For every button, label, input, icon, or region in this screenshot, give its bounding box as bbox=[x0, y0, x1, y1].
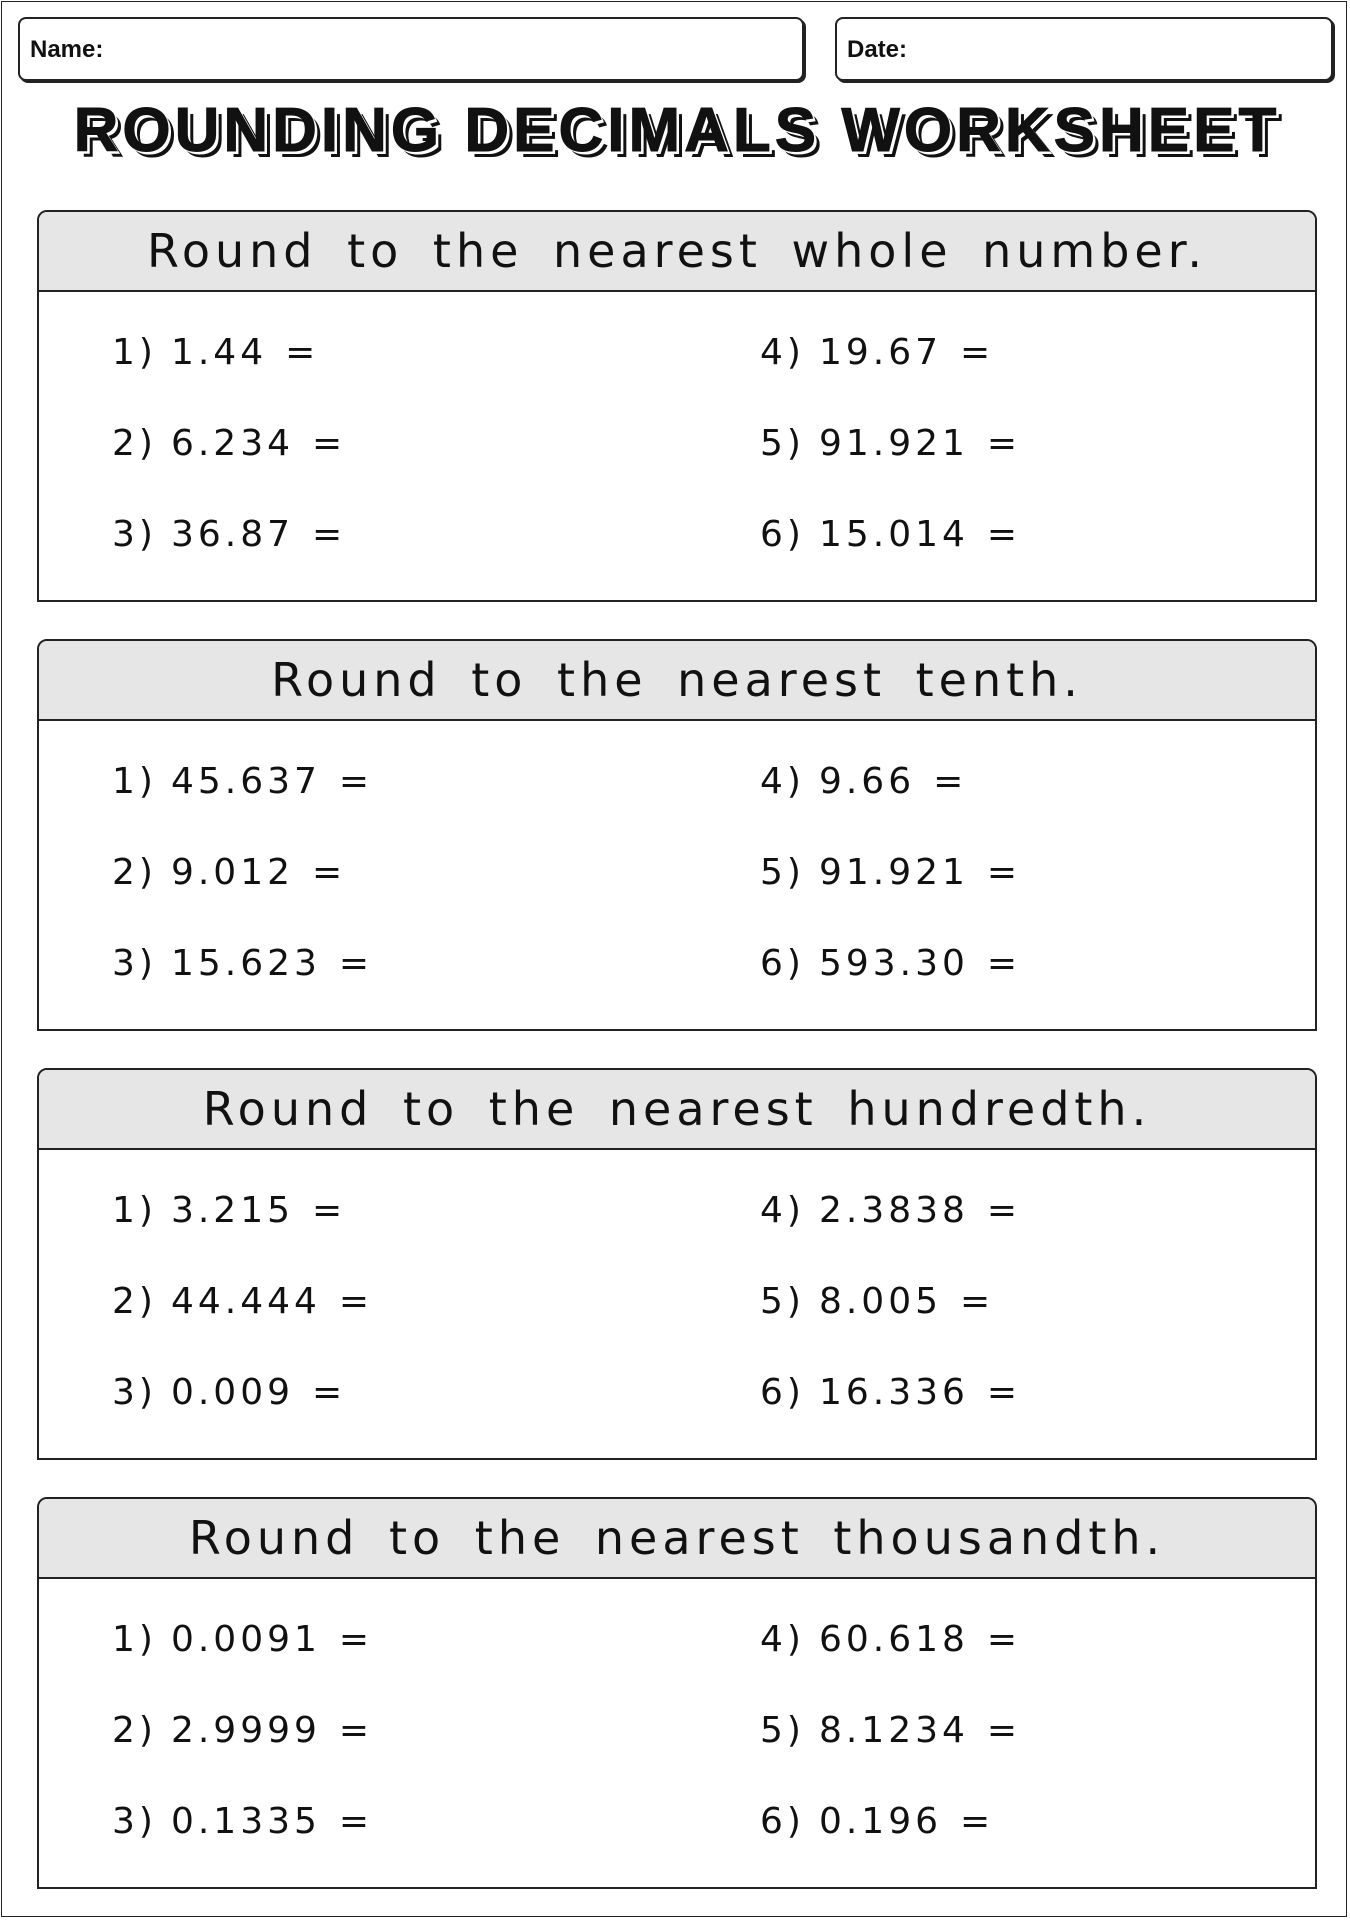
equals-sign: = bbox=[338, 943, 374, 984]
problem-grid bbox=[39, 721, 1315, 1033]
equals-sign: = bbox=[338, 1619, 374, 1660]
equals-sign: = bbox=[986, 943, 1022, 984]
name-label: Name: bbox=[30, 36, 104, 63]
problem-number: 4) bbox=[760, 332, 805, 373]
problem-value: 60.618 bbox=[818, 1619, 969, 1660]
problem-value: 2.9999 bbox=[170, 1710, 321, 1751]
problem-value: 19.67 bbox=[818, 332, 943, 373]
problem-value: 2.3838 bbox=[818, 1190, 969, 1231]
equals-sign: = bbox=[312, 1190, 347, 1231]
problem-item bbox=[112, 1190, 346, 1231]
problem-number: 4) bbox=[760, 761, 805, 802]
equals-sign: = bbox=[986, 1619, 1022, 1660]
equals-sign: = bbox=[986, 852, 1022, 893]
problem-item bbox=[112, 1372, 346, 1413]
problem-item bbox=[112, 1281, 373, 1322]
problem-value: 16.336 bbox=[818, 1372, 969, 1413]
problem-value: 0.1335 bbox=[170, 1801, 321, 1842]
problem-value: 3.215 bbox=[170, 1190, 295, 1231]
equals-sign: = bbox=[986, 514, 1022, 555]
problem-number: 6) bbox=[760, 943, 805, 984]
problem-number: 3) bbox=[112, 514, 157, 555]
problem-number: 1) bbox=[112, 332, 157, 373]
problem-item bbox=[760, 1619, 1021, 1660]
problem-item bbox=[112, 423, 346, 464]
problem-item bbox=[760, 852, 1021, 893]
equals-sign: = bbox=[986, 423, 1022, 464]
problem-number: 3) bbox=[112, 943, 157, 984]
problem-number: 1) bbox=[112, 1619, 157, 1660]
equals-sign: = bbox=[986, 1710, 1022, 1751]
problem-item bbox=[760, 761, 967, 802]
problem-value: 0.009 bbox=[170, 1372, 295, 1413]
problem-item bbox=[112, 943, 373, 984]
problem-item bbox=[760, 1801, 994, 1842]
problem-number: 3) bbox=[112, 1372, 157, 1413]
problem-item bbox=[112, 1801, 373, 1842]
problem-item bbox=[760, 943, 1021, 984]
equals-sign: = bbox=[960, 1281, 995, 1322]
equals-sign: = bbox=[338, 761, 374, 802]
section-hundredth bbox=[37, 1068, 1317, 1460]
problem-value: 9.66 bbox=[818, 761, 916, 802]
problem-value: 1.44 bbox=[170, 332, 268, 373]
equals-sign: = bbox=[338, 1281, 374, 1322]
problem-value: 6.234 bbox=[170, 423, 295, 464]
equals-sign: = bbox=[960, 332, 995, 373]
worksheet-page bbox=[1, 1, 1347, 1917]
problem-value: 15.014 bbox=[818, 514, 969, 555]
equals-sign: = bbox=[960, 1801, 995, 1842]
equals-sign: = bbox=[312, 514, 347, 555]
equals-sign: = bbox=[933, 761, 968, 802]
problem-number: 2) bbox=[112, 852, 157, 893]
section-heading: Round to the nearest whole number. bbox=[39, 212, 1315, 292]
section-tenth bbox=[37, 639, 1317, 1031]
problem-number: 4) bbox=[760, 1619, 805, 1660]
problem-number: 6) bbox=[760, 1801, 805, 1842]
problem-value: 45.637 bbox=[170, 761, 321, 802]
section-thousandth bbox=[37, 1497, 1317, 1889]
name-field[interactable] bbox=[18, 17, 804, 81]
problem-number: 5) bbox=[760, 1281, 805, 1322]
problem-grid bbox=[39, 292, 1315, 604]
problem-number: 6) bbox=[760, 514, 805, 555]
section-whole-number bbox=[37, 210, 1317, 602]
problem-number: 2) bbox=[112, 423, 157, 464]
problem-item bbox=[760, 1190, 1021, 1231]
problem-item bbox=[112, 1619, 373, 1660]
problem-value: 593.30 bbox=[818, 943, 969, 984]
equals-sign: = bbox=[338, 1801, 374, 1842]
date-label: Date: bbox=[847, 36, 908, 63]
problem-item bbox=[760, 332, 994, 373]
section-heading: Round to the nearest tenth. bbox=[39, 641, 1315, 721]
problem-value: 8.1234 bbox=[818, 1710, 969, 1751]
problem-grid bbox=[39, 1579, 1315, 1891]
problem-item bbox=[112, 332, 319, 373]
equals-sign: = bbox=[285, 332, 320, 373]
problem-value: 8.005 bbox=[818, 1281, 943, 1322]
date-field[interactable] bbox=[835, 17, 1333, 81]
problem-number: 5) bbox=[760, 852, 805, 893]
equals-sign: = bbox=[338, 1710, 374, 1751]
problem-item bbox=[112, 514, 346, 555]
section-heading: Round to the nearest hundredth. bbox=[39, 1070, 1315, 1150]
problem-item bbox=[112, 761, 373, 802]
problem-number: 2) bbox=[112, 1710, 157, 1751]
equals-sign: = bbox=[986, 1190, 1022, 1231]
problem-item bbox=[760, 1281, 994, 1322]
problem-value: 36.87 bbox=[170, 514, 295, 555]
section-heading: Round to the nearest thousandth. bbox=[39, 1499, 1315, 1579]
problem-number: 6) bbox=[760, 1372, 805, 1413]
problem-number: 4) bbox=[760, 1190, 805, 1231]
problem-number: 5) bbox=[760, 1710, 805, 1751]
problem-item bbox=[760, 1372, 1021, 1413]
problem-value: 9.012 bbox=[170, 852, 295, 893]
problem-value: 91.921 bbox=[818, 852, 969, 893]
problem-item bbox=[112, 1710, 373, 1751]
equals-sign: = bbox=[312, 1372, 347, 1413]
problem-item bbox=[760, 1710, 1021, 1751]
problem-item bbox=[760, 423, 1021, 464]
worksheet-title: ROUNDING DECIMALS WORKSHEET bbox=[73, 96, 1281, 165]
problem-number: 1) bbox=[112, 761, 157, 802]
problem-value: 0.0091 bbox=[170, 1619, 321, 1660]
equals-sign: = bbox=[312, 852, 347, 893]
problem-item bbox=[760, 514, 1021, 555]
problem-number: 2) bbox=[112, 1281, 157, 1322]
problem-number: 5) bbox=[760, 423, 805, 464]
problem-grid bbox=[39, 1150, 1315, 1462]
problem-value: 0.196 bbox=[818, 1801, 943, 1842]
problem-value: 91.921 bbox=[818, 423, 969, 464]
problem-item bbox=[112, 852, 346, 893]
problem-number: 1) bbox=[112, 1190, 157, 1231]
equals-sign: = bbox=[986, 1372, 1022, 1413]
problem-number: 3) bbox=[112, 1801, 157, 1842]
problem-value: 44.444 bbox=[170, 1281, 321, 1322]
problem-value: 15.623 bbox=[170, 943, 321, 984]
equals-sign: = bbox=[312, 423, 347, 464]
